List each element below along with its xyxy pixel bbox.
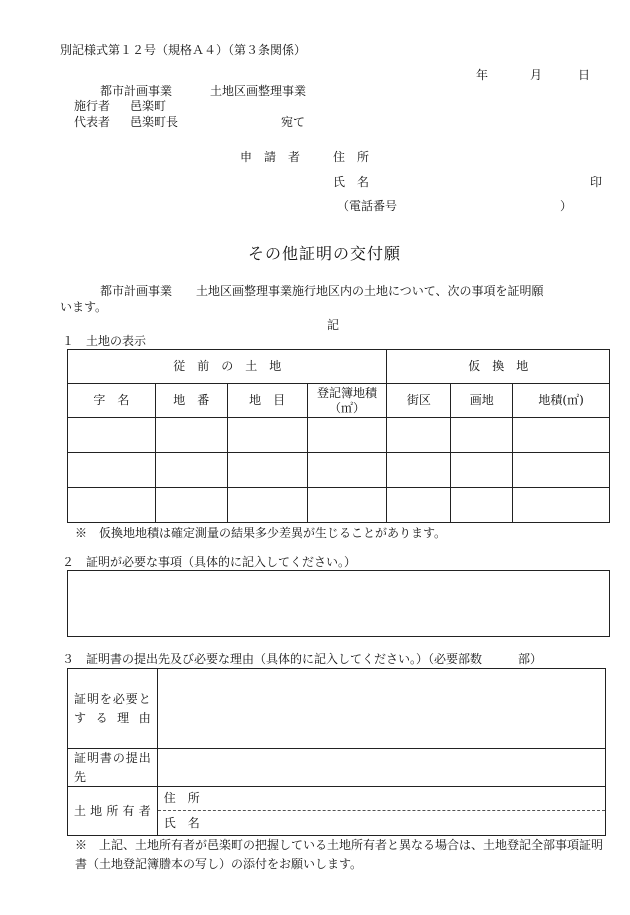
group-header-before: 従 前 の 土 地 (68, 350, 387, 384)
input-cell[interactable] (307, 418, 387, 453)
table-row (68, 488, 610, 523)
bottom-note: ※ 上記、土地所有者が邑楽町の把握している土地所有者と異なる場合は、土地登記全部事項証明書（土地登記簿謄本の写し）の添付をお願いします。 (75, 838, 604, 871)
input-cell[interactable] (155, 453, 227, 488)
recipient-project-b: 土地区画整理事業 (210, 84, 307, 98)
table-row (68, 418, 610, 453)
applicant-label: 申 請 者 (240, 150, 301, 164)
owner-name[interactable]: 氏 名 (157, 811, 605, 836)
input-cell[interactable] (68, 453, 156, 488)
col-chiban: 地 番 (155, 384, 227, 418)
input-cell[interactable] (227, 418, 307, 453)
section1-heading: １ 土地の表示 (62, 334, 147, 348)
input-cell[interactable] (155, 418, 227, 453)
document-title: その他証明の交付願 (248, 244, 402, 263)
input-cell[interactable] (387, 488, 451, 523)
col-area: 地積(㎡) (513, 384, 610, 418)
input-cell[interactable] (227, 453, 307, 488)
reason-label: 証明を必要とする理由 (68, 669, 158, 749)
ki-mark: 記 (327, 318, 340, 332)
intro-line-1: 都市計画事業 土地区画整理事業施行地区内の土地について、次の事項を証明願 (100, 284, 544, 298)
input-cell[interactable] (387, 453, 451, 488)
addressee-suffix: 宛て (281, 115, 306, 129)
owner-address[interactable]: 住 所 (157, 787, 605, 811)
input-cell[interactable] (513, 453, 610, 488)
intro-line-2: います。 (60, 300, 108, 314)
recipient-project-a: 都市計画事業 (100, 84, 173, 98)
col-registered-area: 登記簿地積（㎡） (307, 384, 387, 418)
input-cell[interactable] (513, 418, 610, 453)
representative-label: 代表者 (74, 115, 111, 129)
date-year: 年 (476, 68, 489, 82)
input-cell[interactable] (451, 488, 513, 523)
group-header-after: 仮 換 地 (387, 350, 610, 384)
input-cell[interactable] (227, 488, 307, 523)
seal-mark: 印 (590, 175, 603, 189)
form-id: 別記様式第１２号（規格Ａ４）（第３条関係） (60, 43, 307, 57)
col-aza: 字 名 (68, 384, 156, 418)
section2-heading: ２ 証明が必要な事項（具体的に記入してください。） (62, 555, 357, 569)
input-cell[interactable] (307, 453, 387, 488)
applicant-address-label: 住 所 (333, 150, 370, 164)
submit-to-input[interactable] (157, 749, 605, 787)
required-matters-box[interactable] (67, 570, 610, 637)
land-table (67, 349, 610, 523)
owner-label: 土地所有者 (68, 787, 158, 836)
date-day: 日 (578, 68, 591, 82)
input-cell[interactable] (155, 488, 227, 523)
input-cell[interactable] (68, 418, 156, 453)
representative: 邑楽町長 (130, 115, 179, 129)
executor: 邑楽町 (130, 99, 167, 113)
input-cell[interactable] (387, 418, 451, 453)
col-lot: 画地 (451, 384, 513, 418)
table-row (68, 453, 610, 488)
section1-note: ※ 仮換地地積は確定測量の結果多少差異が生じることがあります。 (75, 526, 447, 540)
submit-to-label: 証明書の提出先 (68, 749, 158, 787)
phone-label: （電話番号 (337, 199, 398, 213)
input-cell[interactable] (451, 453, 513, 488)
date-month: 月 (530, 68, 543, 82)
reason-input[interactable] (157, 669, 605, 749)
input-cell[interactable] (451, 418, 513, 453)
executor-label: 施行者 (74, 99, 111, 113)
input-cell[interactable] (307, 488, 387, 523)
col-chimoku: 地 目 (227, 384, 307, 418)
reason-table (67, 668, 606, 836)
applicant-name-label: 氏 名 (333, 175, 370, 189)
section3-heading: ３ 証明書の提出先及び必要な理由（具体的に記入してください。）（必要部数 部） (62, 652, 543, 666)
input-cell[interactable] (68, 488, 156, 523)
input-cell[interactable] (513, 488, 610, 523)
col-block: 街区 (387, 384, 451, 418)
phone-close: ） (560, 199, 573, 213)
